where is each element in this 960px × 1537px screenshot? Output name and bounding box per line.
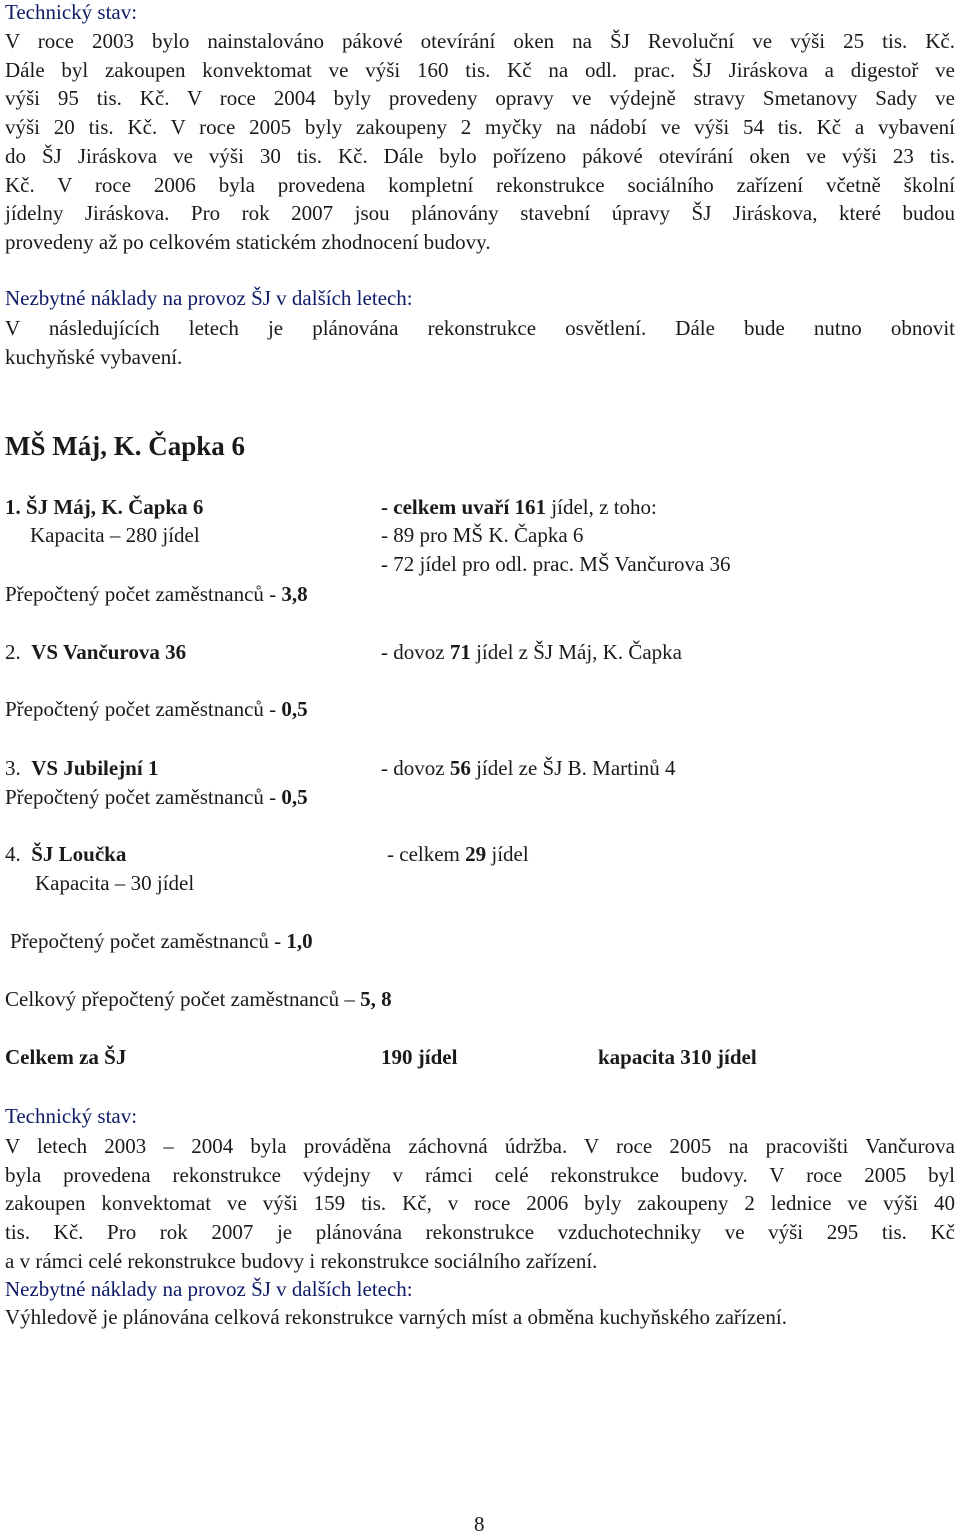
paragraph-line: zakoupen konvektomat ve výši 159 tis. Kč, v roce 2006 byly zakoupeny 2 lednice ve výši 40 xyxy=(5,1191,955,1216)
total-staff-value: 5, 8 xyxy=(360,987,392,1011)
staff-value: 0,5 xyxy=(281,697,308,721)
item1-name: ŠJ Máj, K. Čapka 6 xyxy=(26,495,204,519)
item4-capacity: Kapacita – 30 jídel xyxy=(35,871,195,895)
item2-number: 2. xyxy=(5,640,21,664)
paragraph-line: a v rámci celé rekonstrukce budovy i rekonstrukce sociálního zařízení. xyxy=(5,1248,598,1273)
item1-number: 1. xyxy=(5,495,21,519)
item1-staff xyxy=(5,582,308,607)
staff-label: Přepočtený počet zaměstnanců - xyxy=(5,785,282,809)
item4-heading xyxy=(5,842,126,867)
item1-heading xyxy=(5,495,203,520)
paragraph-line: výši 20 tis. Kč. V roce 2005 byly zakoupeny 2 myčky na nádobí ve výši 54 tis. Kč a vybavení xyxy=(5,115,955,140)
totals-capacity-text: kapacita 310 jídel xyxy=(598,1045,757,1069)
totals-label-text: Celkem za ŠJ xyxy=(5,1045,127,1069)
item3-number: 3. xyxy=(5,756,21,780)
staff-value: 1,0 xyxy=(286,929,313,953)
item4-name: ŠJ Loučka xyxy=(31,842,127,866)
paragraph-line: provedeny až po celkovém statickém zhodnocení budovy. xyxy=(5,229,491,254)
item4-desc-suffix: jídel xyxy=(486,842,529,866)
totals-meals-text: 190 jídel xyxy=(381,1045,458,1069)
item1-sub2: - 72 jídel pro odl. prac. MŠ Vančurova 36 xyxy=(381,552,731,576)
paragraph-line: byla provedena rekonstrukce výdejny v rámci celé rekonstrukce budovy. V roce 2005 byl xyxy=(5,1162,955,1187)
item1-desc-prefix: - celkem uvaří xyxy=(381,495,515,519)
school-title: MŠ Máj, K. Čapka 6 xyxy=(5,431,246,461)
item4-number: 4. xyxy=(5,842,21,866)
technical-state-paragraph xyxy=(5,27,955,257)
paragraph-line: V roce 2003 bylo nainstalováno pákové otevírání oken na ŠJ Revoluční ve výši 25 tis. Kč. xyxy=(5,29,955,53)
paragraph-line: Kč. V roce 2006 byla provedena kompletní rekonstrukce sociálního zařízení včetně školní xyxy=(5,172,955,197)
item2-desc-prefix: - dovoz xyxy=(381,640,450,664)
item2-name: VS Vančurova 36 xyxy=(31,640,187,664)
item1-desc-suffix: jídel, z toho: xyxy=(546,495,657,519)
staff-label: Přepočtený počet zaměstnanců - xyxy=(10,929,287,953)
item4-meal-count: 29 xyxy=(465,842,487,866)
paragraph-line: kuchyňské vybavení. xyxy=(5,344,183,369)
item3-meal-count: 56 xyxy=(449,756,471,780)
section-heading-technical-state: Technický stav: xyxy=(5,0,138,24)
paragraph-line: tis. Kč. Pro rok 2007 je plánována rekonstrukce vzduchotechniky ve výši 295 tis. Kč xyxy=(5,1220,955,1245)
paragraph-line: do ŠJ Jiráskova ve výši 30 tis. Kč. Dále bylo pořízeno pákové otevírání oken ve výši 23 tis. xyxy=(5,143,955,168)
item1-meal-count: 161 xyxy=(514,495,547,519)
item3-desc-prefix: - dovoz xyxy=(381,756,450,780)
item3-desc-suffix: jídel ze ŠJ B. Martinů 4 xyxy=(470,756,676,780)
paragraph-line: Dále byl zakoupen konvektomat ve výši 160 tis. Kč na odl. prac. ŠJ Jiráskova a digestoř ve xyxy=(5,57,955,82)
item2-description xyxy=(381,640,682,665)
required-costs-paragraph xyxy=(5,314,955,371)
totals-label xyxy=(5,1045,126,1070)
page-number: 8 xyxy=(474,1512,485,1536)
item1-sub1: - 89 pro MŠ K. Čapka 6 xyxy=(381,523,584,547)
item3-description xyxy=(381,756,676,781)
section-heading-required-costs-2: Nezbytné náklady na provoz ŠJ v dalších letech: xyxy=(5,1277,413,1301)
paragraph-line: V následujících letech je plánována rekonstrukce osvětlení. Dále bude nutno obnovit xyxy=(5,316,955,340)
staff-label: Přepočtený počet zaměstnanců - xyxy=(5,697,282,721)
technical-state-paragraph-2 xyxy=(5,1132,955,1276)
item3-staff xyxy=(5,785,308,810)
paragraph-line: jídelny Jiráskova. Pro rok 2007 jsou plánovány stavební úpravy ŠJ Jiráskova, které budou xyxy=(5,201,955,226)
item2-staff xyxy=(5,697,308,722)
totals-meals xyxy=(381,1045,457,1070)
item2-desc-suffix: jídel z ŠJ Máj, K. Čapka xyxy=(470,640,682,664)
item3-heading xyxy=(5,756,158,781)
section-heading-required-costs: Nezbytné náklady na provoz ŠJ v dalších letech: xyxy=(5,286,413,310)
required-costs-line-2: Výhledově je plánována celková rekonstrukce varných míst a obměna kuchyňského zařízení. xyxy=(5,1305,787,1329)
item4-description xyxy=(387,842,529,867)
item1-capacity: Kapacita – 280 jídel xyxy=(30,523,200,547)
item2-heading xyxy=(5,640,186,665)
item1-description xyxy=(381,495,657,520)
item3-name: VS Jubilejní 1 xyxy=(31,756,159,780)
paragraph-line: výši 95 tis. Kč. V roce 2004 byly provedeny opravy ve výdejně stravy Smetanovy Sady ve xyxy=(5,86,955,111)
item4-staff xyxy=(10,929,313,954)
paragraph-line: V letech 2003 – 2004 byla prováděna záchovná údržba. V roce 2005 na pracovišti Vančurova xyxy=(5,1134,955,1158)
total-staff-label: Celkový přepočtený počet zaměstnanců – xyxy=(5,987,361,1011)
item4-desc-prefix: - celkem xyxy=(387,842,466,866)
staff-value: 3,8 xyxy=(281,582,308,606)
total-staff xyxy=(5,987,392,1012)
totals-capacity xyxy=(598,1045,757,1070)
staff-value: 0,5 xyxy=(281,785,308,809)
staff-label: Přepočtený počet zaměstnanců - xyxy=(5,582,282,606)
item2-meal-count: 71 xyxy=(449,640,471,664)
section-heading-technical-state-2: Technický stav: xyxy=(5,1104,138,1128)
